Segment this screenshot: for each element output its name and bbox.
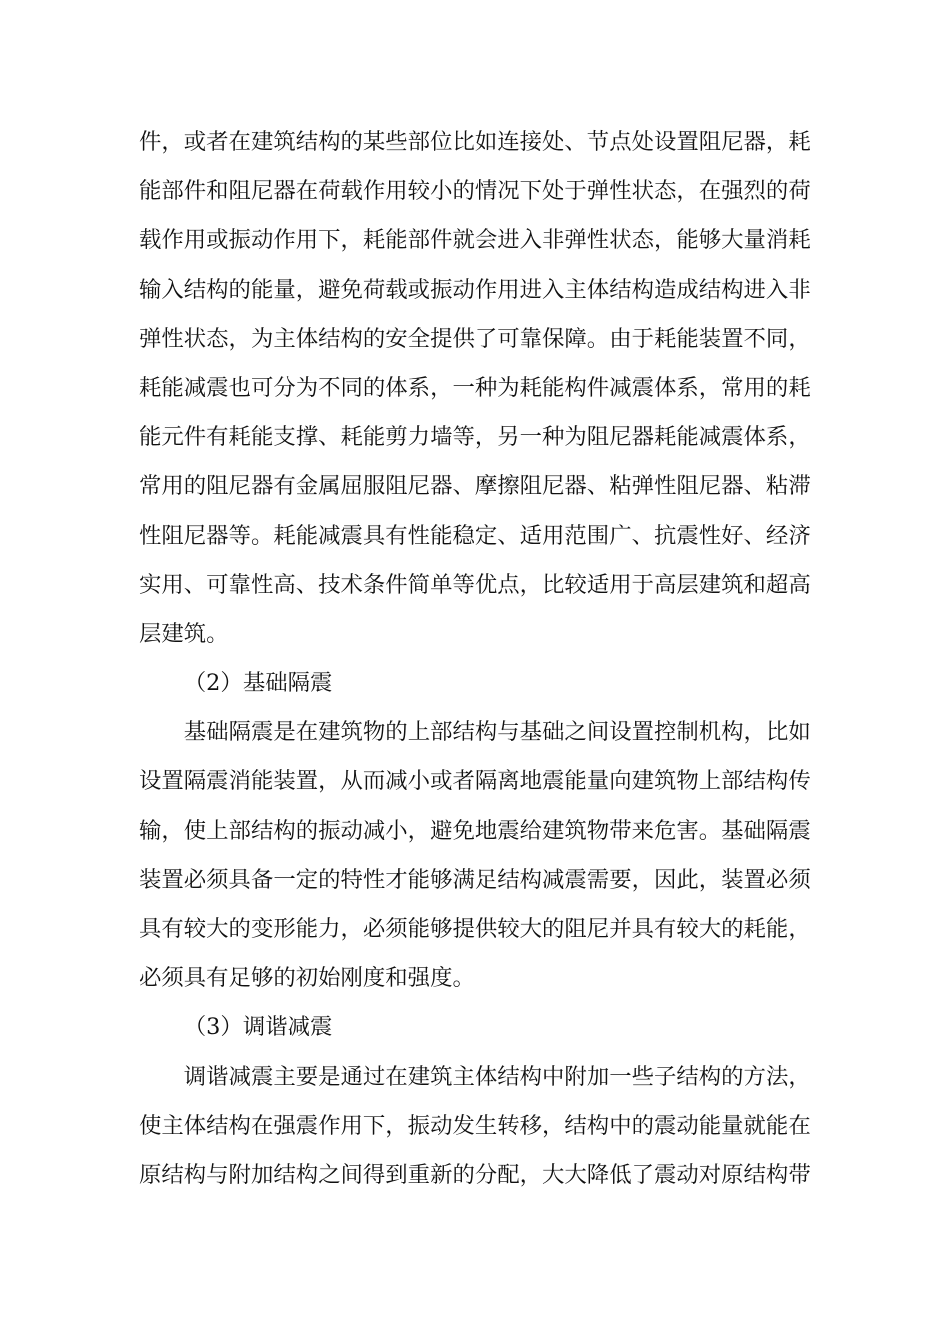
text-line: 层建筑。 xyxy=(139,620,229,647)
text-line: 基础隔震是在建筑物的上部结构与基础之间设置控制机构，比如 xyxy=(183,719,811,746)
text-line: 件，或者在建筑结构的某些部位比如连接处、节点处设置阻尼器，耗 xyxy=(139,129,811,155)
paragraph-base-isolation xyxy=(139,708,811,1003)
text-line: 输入结构的能量，避免荷载或振动作用进入主体结构造成结构进入非 xyxy=(139,276,811,303)
text-line: 载作用或振动作用下，耗能部件就会进入非弹性状态，能够大量消耗 xyxy=(139,227,811,254)
body-text xyxy=(139,118,811,1200)
text-line: 耗能减震也可分为不同的体系，一种为耗能构件减震体系，常用的耗 xyxy=(139,374,811,401)
paragraph-tuned-damping xyxy=(139,1053,811,1201)
section-heading-tuned-damping: （3）调谐减震 xyxy=(183,1014,333,1041)
text-line: 能部件和阻尼器在荷载作用较小的情况下处于弹性状态，在强烈的荷 xyxy=(139,178,811,205)
text-line: 常用的阻尼器有金属屈服阻尼器、摩擦阻尼器、粘弹性阻尼器、粘滞 xyxy=(139,473,811,500)
text-line: 调谐减震主要是通过在建筑主体结构中附加一些子结构的方法， xyxy=(183,1063,811,1090)
text-line: 原结构与附加结构之间得到重新的分配，大大降低了震动对原结构带 xyxy=(139,1161,811,1188)
text-line: 性阻尼器等。耗能减震具有性能稳定、适用范围广、抗震性好、经济 xyxy=(139,522,811,549)
text-line: 设置隔震消能装置，从而减小或者隔离地震能量向建筑物上部结构传 xyxy=(139,768,811,795)
text-line: 能元件有耗能支撑、耗能剪力墙等，另一种为阻尼器耗能减震体系， xyxy=(139,424,811,451)
text-line: 实用、可靠性高、技术条件简单等优点，比较适用于高层建筑和超高 xyxy=(139,571,811,598)
text-line: 具有较大的变形能力，必须能够提供较大的阻尼并具有较大的耗能， xyxy=(139,916,811,942)
text-line: 装置必须具备一定的特性才能够满足结构减震需要，因此，装置必须 xyxy=(139,866,811,893)
text-line: 必须具有足够的初始刚度和强度。 xyxy=(139,965,475,992)
paragraph-energy-dissipation xyxy=(139,118,811,659)
text-line: 使主体结构在强震作用下，振动发生转移，结构中的震动能量就能在 xyxy=(139,1112,811,1139)
text-line: 弹性状态，为主体结构的安全提供了可靠保障。由于耗能装置不同， xyxy=(139,325,811,352)
text-line: 输，使上部结构的振动减小，避免地震给建筑物带来危害。基础隔震 xyxy=(139,817,811,844)
section-heading-base-isolation: （2）基础隔震 xyxy=(183,670,333,697)
